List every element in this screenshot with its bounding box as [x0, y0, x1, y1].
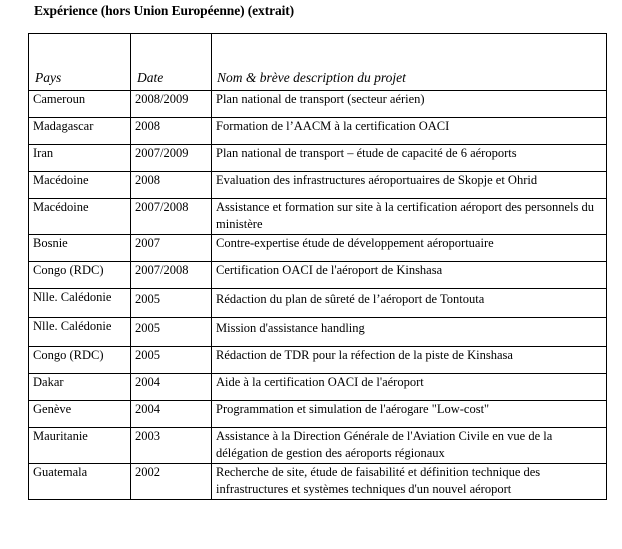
- table-row: [29, 464, 607, 500]
- table-header-row: [29, 34, 607, 91]
- cell-date: 2005: [131, 318, 212, 347]
- cell-description: Programmation et simulation de l'aérogare "Low-cost": [212, 401, 607, 428]
- table-row: [29, 199, 607, 235]
- table-row: [29, 374, 607, 401]
- cell-description: Formation de l’AACM à la certification OACI: [212, 118, 607, 145]
- column-header-description: Nom & brève description du projet: [212, 34, 607, 91]
- cell-date: 2008: [131, 172, 212, 199]
- cell-description: Aide à la certification OACI de l'aéroport: [212, 374, 607, 401]
- cell-date: 2007/2009: [131, 145, 212, 172]
- cell-description: Evaluation des infrastructures aéroportuaires de Skopje et Ohrid: [212, 172, 607, 199]
- cell-country: Congo (RDC): [29, 347, 131, 374]
- cell-country: Dakar: [29, 374, 131, 401]
- cell-description: Certification OACI de l'aéroport de Kinshasa: [212, 262, 607, 289]
- table-row: [29, 91, 607, 118]
- cell-description: Plan national de transport – étude de capacité de 6 aéroports: [212, 145, 607, 172]
- cell-country: Macédoine: [29, 199, 131, 235]
- cell-date: 2003: [131, 428, 212, 464]
- table-row: [29, 262, 607, 289]
- cell-date: 2002: [131, 464, 212, 500]
- cell-description: Mission d'assistance handling: [212, 318, 607, 347]
- table-row: [29, 428, 607, 464]
- cell-description: Rédaction du plan de sûreté de l’aéroport de Tontouta: [212, 289, 607, 318]
- table-row: [29, 172, 607, 199]
- cell-date: 2005: [131, 289, 212, 318]
- column-header-country: Pays: [29, 34, 131, 91]
- cell-description: Assistance à la Direction Générale de l'Aviation Civile en vue de la délégation de gestion des aéroports régionaux: [212, 428, 607, 464]
- cell-country: Bosnie: [29, 235, 131, 262]
- cell-date: 2008: [131, 118, 212, 145]
- cell-date: 2004: [131, 401, 212, 428]
- table-row: [29, 401, 607, 428]
- table-row: [29, 289, 607, 318]
- cell-description: Plan national de transport (secteur aérien): [212, 91, 607, 118]
- cell-description: Rédaction de TDR pour la réfection de la piste de Kinshasa: [212, 347, 607, 374]
- cell-date: 2007/2008: [131, 199, 212, 235]
- cell-description: Assistance et formation sur site à la certification aéroport des personnels du ministère: [212, 199, 607, 235]
- cell-country: Nlle. Calédonie: [29, 289, 131, 318]
- cell-country: Nlle. Calédonie: [29, 318, 131, 347]
- cell-country: Guatemala: [29, 464, 131, 500]
- experience-table: [28, 33, 607, 500]
- cell-date: 2007/2008: [131, 262, 212, 289]
- cell-country: Congo (RDC): [29, 262, 131, 289]
- cell-date: 2005: [131, 347, 212, 374]
- column-header-date: Date: [131, 34, 212, 91]
- table-row: [29, 347, 607, 374]
- cell-date: 2007: [131, 235, 212, 262]
- document-title: Expérience (hors Union Européenne) (extrait): [34, 3, 295, 18]
- cell-country: Cameroun: [29, 91, 131, 118]
- cell-date: 2008/2009: [131, 91, 212, 118]
- table-row: [29, 318, 607, 347]
- table-row: [29, 145, 607, 172]
- cell-country: Mauritanie: [29, 428, 131, 464]
- cell-country: Iran: [29, 145, 131, 172]
- table-row: [29, 235, 607, 262]
- cell-country: Macédoine: [29, 172, 131, 199]
- cell-country: Madagascar: [29, 118, 131, 145]
- cell-description: Contre-expertise étude de développement aéroportuaire: [212, 235, 607, 262]
- cell-country: Genève: [29, 401, 131, 428]
- cell-description: Recherche de site, étude de faisabilité et définition technique des infrastructures et systèmes techniques d'un nouvel aéroport: [212, 464, 607, 500]
- cell-date: 2004: [131, 374, 212, 401]
- table-row: [29, 118, 607, 145]
